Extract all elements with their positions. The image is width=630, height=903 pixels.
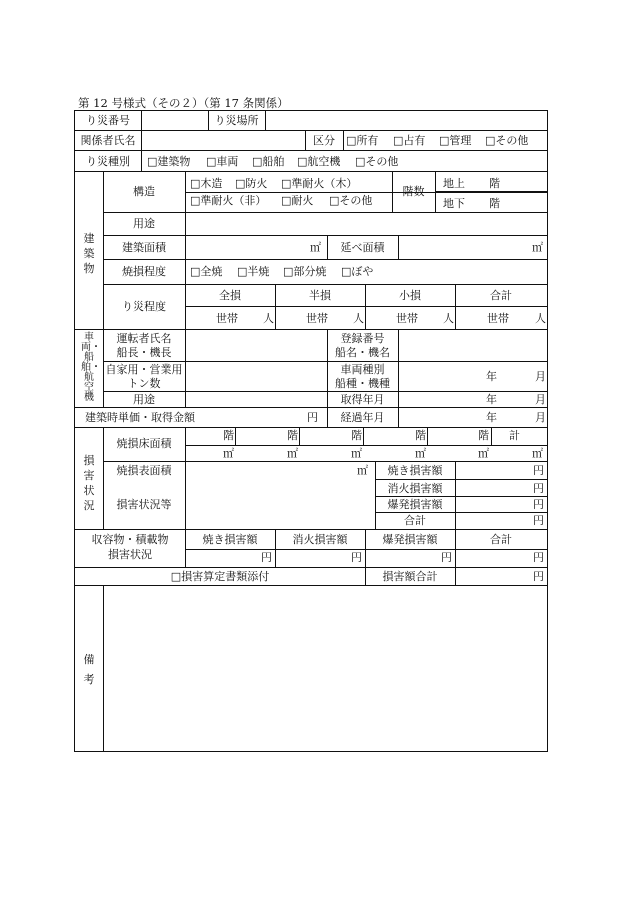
col-line: [235, 427, 236, 445]
floor-unit: ㎡: [287, 447, 298, 460]
structure-option-fireproof[interactable]: □防火: [235, 177, 268, 190]
row-line: [435, 191, 547, 192]
setai-label: 世帯: [396, 312, 418, 325]
row-line: [185, 306, 547, 307]
acquisition-label: 取得年月: [340, 393, 385, 406]
contents-yen: 円: [441, 551, 452, 564]
incident-type-label: り災種別: [86, 155, 130, 168]
floor-total-label: 計: [509, 429, 520, 442]
price-label: 建築時単価・取得金額: [85, 411, 195, 424]
row-line: [103, 259, 547, 260]
contents-label-1: 収容物・積載物: [91, 533, 169, 546]
floor-unit: ㎡: [223, 447, 234, 460]
type-option-vehicle[interactable]: □車両: [206, 155, 239, 168]
row-line: [185, 445, 547, 446]
nin-label: 人: [443, 312, 454, 325]
row-line: [75, 171, 547, 172]
col-line: [398, 329, 399, 407]
floor-kai: 階: [351, 429, 362, 442]
use-label: 用途: [133, 217, 155, 230]
col-line: [435, 171, 436, 212]
building-section-label: 建築物: [83, 232, 95, 275]
row-line: [185, 549, 547, 550]
col-line: [141, 150, 142, 171]
explosion-amount-label: 爆発損害額: [387, 498, 443, 511]
contents-yen: 円: [261, 551, 272, 564]
row-line: [75, 529, 547, 530]
structure-option-semi-nonwood[interactable]: □準耐火（非）: [190, 194, 267, 207]
attach-documents-checkbox[interactable]: □損害算定書類添付: [170, 570, 270, 583]
row-line: [75, 150, 547, 151]
registration-label-2: 船名・機名: [335, 346, 390, 359]
remarks-label-1: 備: [83, 653, 95, 666]
row-line: [375, 512, 547, 513]
row-line: [375, 479, 547, 480]
row-line: [103, 391, 547, 392]
burn-amount-label: 焼き損害額: [387, 464, 443, 477]
col-line: [455, 461, 456, 529]
structure-option-other[interactable]: □その他: [329, 194, 373, 207]
elapsed-month-label: 月: [535, 411, 546, 424]
col-line: [363, 427, 364, 445]
vehicle-use-label: 用途: [133, 393, 155, 406]
form-title: 第 12 号様式（その２）（第 17 条関係）: [78, 96, 289, 110]
type-option-aircraft[interactable]: □航空機: [297, 155, 341, 168]
surface-unit: ㎡: [357, 464, 368, 477]
above-ground-kai: 階: [489, 177, 500, 190]
remarks-label-2: 考: [83, 673, 95, 686]
setai-label: 世帯: [216, 312, 238, 325]
remarks-field[interactable]: [104, 586, 545, 749]
incident-number-label: り災番号: [86, 114, 130, 127]
floor-unit: ㎡: [532, 447, 543, 460]
use-type-label-2: トン数: [127, 377, 161, 390]
above-ground-label: 地上: [443, 177, 465, 190]
row-line: [375, 496, 547, 497]
damage-col-half-loss: 半損: [309, 289, 331, 302]
incident-place-label: り災場所: [214, 114, 259, 127]
contents-yen: 円: [351, 551, 362, 564]
col-line: [427, 427, 428, 445]
structure-option-refractory[interactable]: □耐火: [281, 194, 314, 207]
contents-label-2: 損害状況: [108, 548, 152, 561]
floor-unit: ㎡: [351, 447, 362, 460]
registration-label-1: 登録番号: [340, 332, 385, 345]
type-option-building[interactable]: □建築物: [147, 155, 191, 168]
nin-label: 人: [535, 312, 546, 325]
col-line: [343, 130, 344, 150]
incident-place-field[interactable]: [266, 112, 545, 129]
contents-col-fire: 消火損害額: [292, 533, 348, 546]
type-option-ship[interactable]: □船舶: [252, 155, 285, 168]
row-line: [75, 567, 547, 568]
elapsed-label: 経過年月: [340, 411, 385, 424]
structure-option-wood[interactable]: □木造: [190, 177, 223, 190]
col-line: [299, 427, 300, 445]
structure-label: 構造: [133, 185, 155, 198]
row-line: [75, 427, 547, 428]
col-line: [455, 567, 456, 585]
driver-label-2: 船長・機長: [116, 346, 172, 359]
damage-col-small-loss: 小損: [399, 289, 421, 302]
contents-col-explosion: 爆発損害額: [382, 533, 438, 546]
floor-kai: 階: [478, 429, 489, 442]
incident-number-field[interactable]: [142, 112, 207, 129]
damage-report-form: [74, 110, 548, 752]
damage-status-section-label: 損害状況: [83, 454, 95, 512]
row-line: [75, 407, 547, 408]
vehicle-type-label-1: 車両種別: [340, 363, 385, 376]
person-name-label: 関係者氏名: [80, 134, 136, 147]
acquisition-year-label: 年: [486, 393, 497, 406]
below-ground-kai: 階: [489, 197, 500, 210]
setai-label: 世帯: [487, 312, 509, 325]
surface-burn-area-label: 焼損表面積: [116, 464, 172, 477]
nin-label: 人: [353, 312, 364, 325]
total-damage-yen: 円: [533, 570, 544, 583]
subtotal-yen: 円: [533, 514, 544, 527]
floor-kai: 階: [415, 429, 426, 442]
damage-col-total: 合計: [490, 289, 512, 302]
explosion-amount-yen: 円: [533, 498, 544, 511]
fire-amount-yen: 円: [533, 482, 544, 495]
contents-yen: 円: [533, 551, 544, 564]
row-line: [103, 284, 547, 285]
row-line: [185, 192, 547, 193]
use-type-label-1: 自家用・営業用: [105, 363, 183, 376]
damage-level-label: り災程度: [122, 300, 166, 313]
col-line: [185, 329, 186, 407]
vehicle-section-label: 車両・船舶・航空機: [81, 332, 101, 403]
col-line: [398, 407, 399, 427]
col-line: [398, 235, 399, 259]
floor-kai: 階: [223, 429, 234, 442]
total-damage-label: 損害額合計: [382, 570, 438, 583]
floor-kai: 階: [287, 429, 298, 442]
structure-option-semi-wood[interactable]: □準耐火（木）: [281, 177, 358, 190]
price-yen: 円: [307, 411, 318, 424]
total-floor-area-label: 延べ面積: [340, 241, 385, 254]
floor-burn-area-label: 焼損床面積: [116, 437, 172, 450]
floor-unit: ㎡: [478, 447, 489, 460]
kubun-option-other[interactable]: □その他: [485, 134, 529, 147]
kubun-label: 区分: [313, 134, 335, 147]
burn-option-small[interactable]: □ぼや: [341, 265, 374, 278]
acquisition-month-label: 月: [535, 393, 546, 406]
vehicle-month-label: 月: [535, 370, 546, 383]
below-ground-label: 地下: [443, 197, 465, 210]
vehicle-type-label-2: 船種・機種: [335, 377, 390, 390]
burn-level-label: 焼損程度: [122, 265, 166, 278]
row-line: [75, 329, 547, 330]
burn-option-half[interactable]: □半焼: [237, 265, 270, 278]
use-field[interactable]: [186, 213, 545, 234]
elapsed-year-label: 年: [486, 411, 497, 424]
kubun-option-owned[interactable]: □所有: [346, 134, 379, 147]
type-option-other[interactable]: □その他: [355, 155, 399, 168]
burn-amount-yen: 円: [533, 464, 544, 477]
contents-col-burn: 焼き損害額: [202, 533, 258, 546]
building-area-label: 建築面積: [122, 241, 166, 254]
burn-option-partial[interactable]: □部分焼: [283, 265, 327, 278]
col-line: [491, 427, 492, 445]
kubun-option-managed[interactable]: □管理: [439, 134, 472, 147]
kubun-option-occupied[interactable]: □占有: [393, 134, 426, 147]
damage-col-total-loss: 全損: [219, 289, 241, 302]
floor-unit: ㎡: [415, 447, 426, 460]
row-line: [103, 235, 547, 236]
person-name-field[interactable]: [142, 131, 304, 149]
damage-status-label: 損害状況等: [116, 498, 172, 511]
vehicle-year-label: 年: [486, 370, 497, 383]
contents-col-total: 合計: [490, 533, 512, 546]
floors-label: 階数: [402, 185, 425, 198]
row-line: [103, 461, 547, 462]
burn-option-full[interactable]: □全焼: [190, 265, 223, 278]
total-floor-area-unit: ㎡: [532, 241, 543, 254]
subtotal-label: 合計: [404, 514, 426, 527]
driver-label-1: 運転者氏名: [116, 332, 172, 345]
row-line: [103, 361, 547, 362]
setai-label: 世帯: [306, 312, 328, 325]
fire-amount-label: 消火損害額: [387, 482, 443, 495]
nin-label: 人: [263, 312, 274, 325]
building-area-unit: ㎡: [310, 241, 321, 254]
col-line: [185, 427, 186, 529]
